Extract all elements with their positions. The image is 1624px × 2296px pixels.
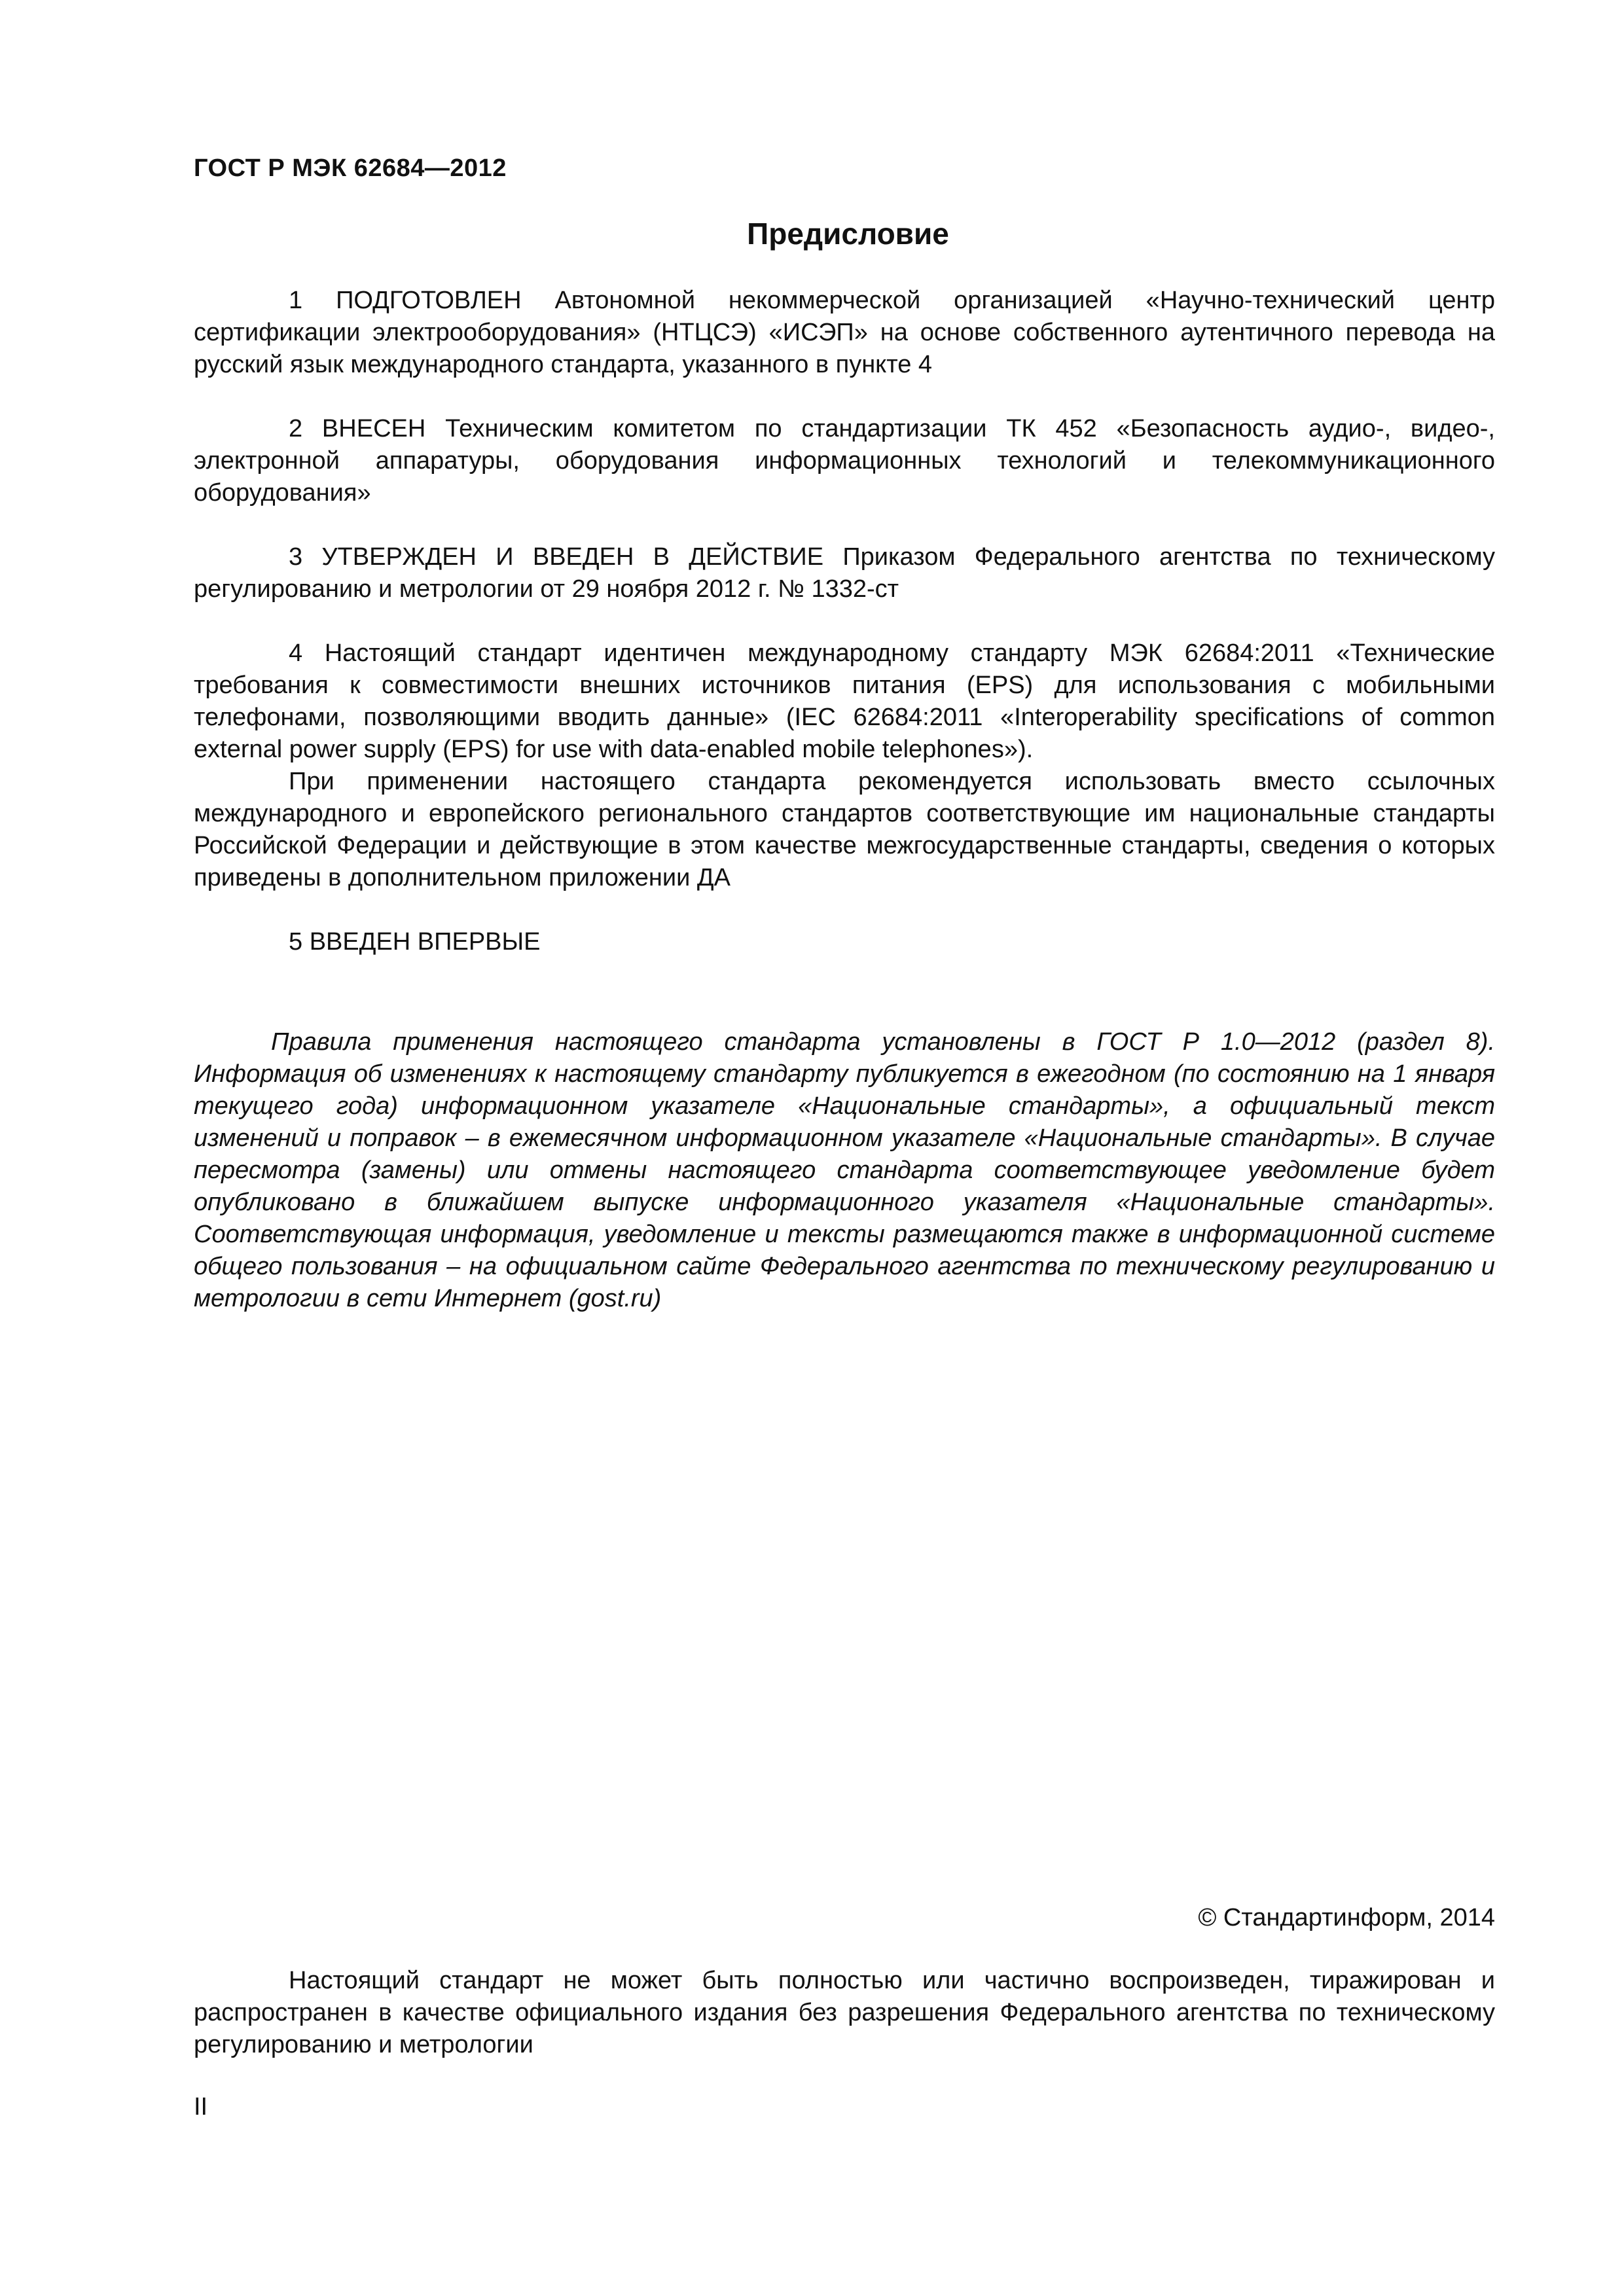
paragraph-identical-standard: 4 Настоящий стандарт идентичен международному стандарту МЭК 62684:2011 «Технические требования к совместимости внешних источников питания (EPS) для использования с мобильными телефонами, позволяющими вводить данные» (IEC 62684:2011 «Interoperability specifications of common external power supply (EPS) for use with data-enabled mobile telephones»). [194, 639, 1495, 763]
reproduction-restriction: Настоящий стандарт не может быть полностью или частично воспроизведен, тиражирован и распространен в качестве официального издания без разрешения Федерального агентства по техническому регулированию и метрологии [194, 1967, 1495, 2058]
rules-notice: Правила применения настоящего стандарта установлены в ГОСТ Р 1.0—2012 (раздел 8). Информация об изменениях к настоящему стандарту публикуется в ежегодном (по состоянию на 1 января текущего года) информационном указателе «Национальные стандарты», а официальный текст изменений и поправок – в ежемесячном информационном указателе «Национальные стандарты». В случае пересмотра (замены) или отмены настоящего стандарта соответствующее уведомление будет опубликовано в ближайшем выпуске информационного указателя «Национальные стандарты». Соответствующая информация, уведомление и тексты размещаются также в информационной системе общего пользования – на официальном сайте Федерального агентства по техническому регулированию и метрологии в сети Интернет (gost.ru) [194, 1028, 1495, 1312]
paragraph-approved: 3 УТВЕРЖДЕН И ВВЕДЕН В ДЕЙСТВИЕ Приказом Федерального агентства по техническому регулированию и метрологии от 29 ноября 2012 г. № 1332-ст [194, 543, 1495, 603]
page-title: Предисловие [747, 217, 949, 251]
document-id: ГОСТ Р МЭК 62684—2012 [194, 154, 507, 182]
copyright-line: © Стандартинформ, 2014 [1198, 1904, 1495, 1931]
foreword-body [194, 285, 1495, 958]
paragraph-prepared: 1 ПОДГОТОВЛЕН Автономной некоммерческой организацией «Научно-технический центр сертификации электрооборудования» (НТЦСЭ) «ИСЭП» на основе собственного аутентичного перевода на русский язык международного стандарта, указанного в пункте 4 [194, 287, 1495, 378]
paragraph-references: При применении настоящего стандарта рекомендуется использовать вместо ссылочных международного и европейского регионального стандартов соответствующие им национальные стандарты Российской Федерации и действующие в этом качестве межгосударственные стандарты, сведения о которых приведены в дополнительном приложении ДА [194, 768, 1495, 891]
page-number: II [194, 2093, 208, 2121]
paragraph-submitted: 2 ВНЕСЕН Техническим комитетом по стандартизации ТК 452 «Безопасность аудио-, видео-, электронной аппаратуры, оборудования информационных технологий и телекоммуникационного оборудования» [194, 415, 1495, 507]
paragraph-first-introduced: 5 ВВЕДЕН ВПЕРВЫЕ [289, 928, 541, 956]
